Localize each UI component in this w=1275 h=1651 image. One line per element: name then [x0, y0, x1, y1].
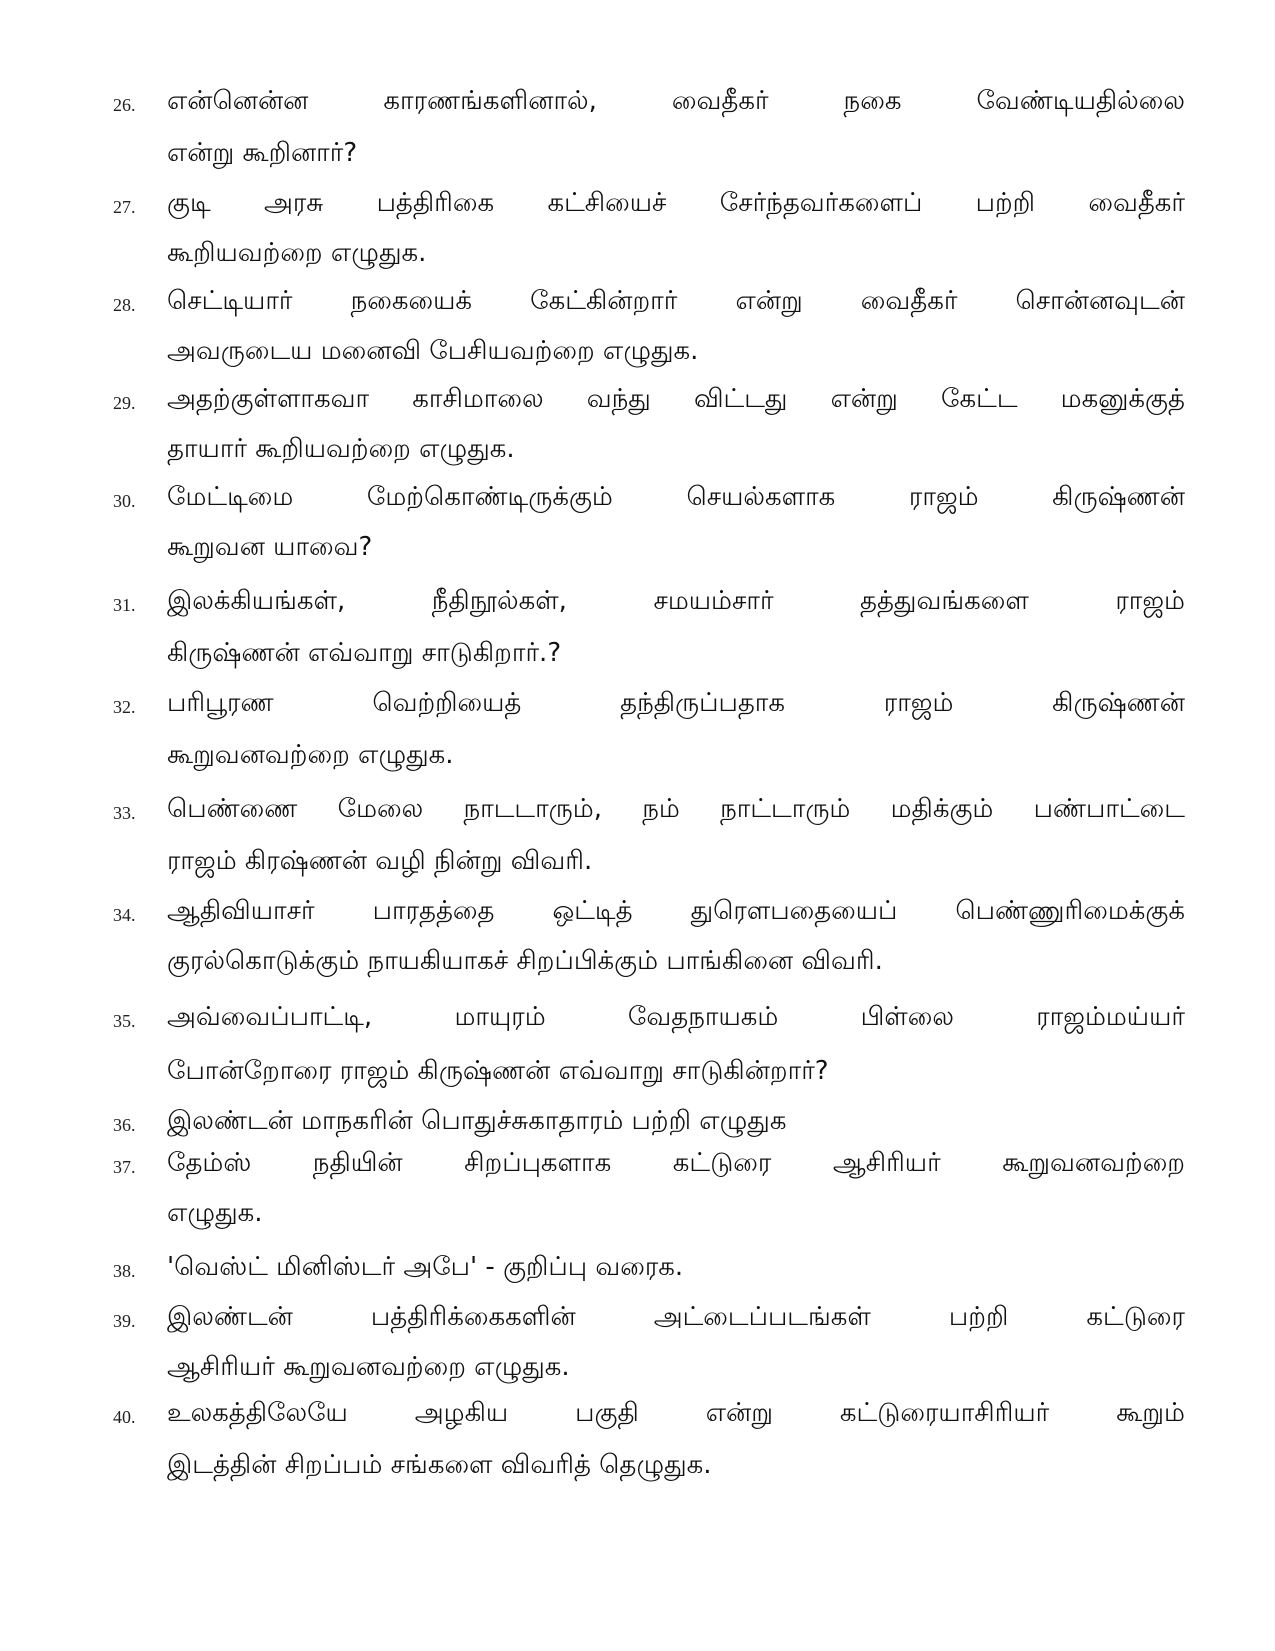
- question-word: என்று: [735, 286, 803, 316]
- question-word: வைதீகர்: [860, 286, 958, 316]
- question-number: 38.: [113, 1261, 136, 1281]
- question-word: பகுதி: [575, 1398, 639, 1428]
- question-number: 31.: [113, 595, 136, 615]
- question-word: அழகிய: [414, 1398, 509, 1428]
- question-word: விட்டது: [693, 384, 788, 414]
- question-text-line: குரல்கொடுக்கும் நாயகியாகச் சிறப்பிக்கும் பாங்கினை விவரி.: [167, 946, 883, 976]
- question-word: ராஜம்: [883, 688, 954, 718]
- question-word: வேண்டியதில்லை: [976, 86, 1185, 116]
- question-word: வந்து: [586, 384, 651, 414]
- question-word: பத்திரிகை: [376, 188, 495, 218]
- question-word: பரிபூரண: [167, 688, 274, 718]
- question-word: அரசு: [263, 188, 324, 218]
- question-word: காரணங்களினால்,: [383, 86, 597, 116]
- question-text-line: இலண்டன் மாநகரின் பொதுச்சுகாதாரம் பற்றி எழுதுக: [167, 1106, 787, 1136]
- question-word: காசிமாலை: [412, 384, 544, 414]
- question-word: கூறும்: [1116, 1398, 1185, 1428]
- question-word: பண்பாட்டை: [1033, 794, 1185, 824]
- question-number: 29.: [113, 393, 136, 413]
- question-word: செட்டியார்: [167, 286, 293, 316]
- question-word: அவ்வைப்பாட்டி,: [167, 1002, 373, 1032]
- question-word: பற்றி: [975, 188, 1036, 218]
- question-word: நதியின்: [312, 1148, 403, 1178]
- question-word: கட்டுரை: [1086, 1302, 1185, 1332]
- question-word: இலக்கியங்கள்,: [167, 586, 346, 616]
- question-word: என்று: [705, 1398, 773, 1428]
- question-text-line: கூறியவற்றை எழுதுக.: [167, 238, 427, 268]
- question-word: பற்றி: [948, 1302, 1009, 1332]
- question-number: 40.: [113, 1407, 136, 1427]
- question-word: மதிக்கும்: [890, 794, 994, 824]
- question-text-line: [167, 796, 1185, 822]
- question-word: குடி: [167, 188, 211, 218]
- question-word: பிள்லை: [860, 1002, 954, 1032]
- question-word: கூறுவனவற்றை: [1002, 1148, 1185, 1178]
- question-word: நகையைக்: [350, 286, 473, 316]
- question-word: வைதீகர்: [1088, 188, 1185, 218]
- question-word: துரௌபதையைப்: [690, 896, 898, 926]
- question-text-line: போன்றோரை ராஜம் கிருஷ்ணன் எவ்வாறு சாடுகின்றார்?: [167, 1056, 829, 1086]
- question-word: உலகத்திலேயே: [167, 1398, 348, 1428]
- question-text-line: [167, 690, 1185, 716]
- question-text-line: [167, 1150, 1185, 1176]
- question-text-line: ராஜம் கிரஷ்ணன் வழி நின்று விவரி.: [167, 846, 593, 876]
- question-number: 28.: [113, 295, 136, 315]
- question-text-line: [167, 88, 1185, 114]
- question-word: வெற்றியைத்: [372, 688, 522, 718]
- question-number: 32.: [113, 697, 136, 717]
- question-number: 37.: [113, 1157, 136, 1177]
- question-text-line: [167, 898, 1185, 924]
- question-word: அட்டைப்படங்கள்: [653, 1302, 871, 1332]
- question-text-line: [167, 484, 1185, 510]
- question-word: செயல்களாக: [686, 482, 836, 512]
- question-number: 33.: [113, 803, 136, 823]
- question-word: கிருஷ்ணன்: [1052, 482, 1185, 512]
- question-word: தந்திருப்பதாக: [620, 688, 786, 718]
- question-text-line: தாயார் கூறியவற்றை எழுதுக.: [167, 434, 515, 464]
- question-number: 36.: [113, 1115, 136, 1135]
- question-text-line: [167, 1004, 1185, 1030]
- question-word: மேலை: [337, 794, 424, 824]
- question-word: ராஜம்: [908, 482, 979, 512]
- question-text-line: [167, 588, 1185, 614]
- question-word: மகனுக்குத்: [1060, 384, 1185, 414]
- question-text-line: [167, 288, 1185, 314]
- question-text-line: இடத்தின் சிறப்பம் சங்களை விவரித் தெழுதுக.: [167, 1450, 712, 1480]
- question-number: 39.: [113, 1311, 136, 1331]
- question-word: அதற்குள்ளாகவா: [167, 384, 370, 414]
- question-word: நாட்டாரும்: [720, 794, 851, 824]
- question-number: 34.: [113, 905, 136, 925]
- question-number: 30.: [113, 491, 136, 511]
- question-number: 35.: [113, 1011, 136, 1031]
- question-word: நம்: [642, 794, 680, 824]
- question-text-line: ஆசிரியர் கூறுவனவற்றை எழுதுக.: [167, 1352, 570, 1382]
- question-word: ஆதிவியாசர்: [167, 896, 315, 926]
- question-text-line: [167, 1304, 1185, 1330]
- question-word: ஒட்டித்: [552, 896, 633, 926]
- question-word: கேட்கின்றார்: [530, 286, 678, 316]
- question-word: நாடடாரும்,: [463, 794, 602, 824]
- question-word: பெண்ணை: [167, 794, 298, 824]
- question-word: கிருஷ்ணன்: [1052, 688, 1185, 718]
- question-word: என்னென்ன: [167, 86, 309, 116]
- question-word: சமயம்சார்: [653, 586, 774, 616]
- question-text-line: [167, 190, 1185, 216]
- question-word: கட்டுரை: [672, 1148, 772, 1178]
- question-text-line: அவருடைய மனைவி பேசியவற்றை எழுதுக.: [167, 336, 699, 366]
- question-word: வைதீகர்: [671, 86, 769, 116]
- question-word: மேட்டிமை: [167, 482, 294, 512]
- question-text-line: [167, 386, 1185, 412]
- question-word: சேர்ந்தவர்களைப்: [719, 188, 923, 218]
- question-word: மாயுரம்: [454, 1002, 546, 1032]
- question-word: தேம்ஸ்: [167, 1148, 252, 1178]
- question-word: பத்திரிக்கைகளின்: [370, 1302, 576, 1332]
- question-word: ராஜம்மய்யர்: [1036, 1002, 1185, 1032]
- question-word: நீதிநூல்கள்,: [431, 586, 567, 616]
- question-word: சிறப்புகளாக: [464, 1148, 612, 1178]
- question-text-line: எழுதுக.: [167, 1198, 263, 1228]
- question-word: கட்சியைச்: [547, 188, 667, 218]
- question-word: நகை: [843, 86, 902, 116]
- question-word: தத்துவங்களை: [860, 586, 1029, 616]
- question-number: 26.: [113, 95, 136, 115]
- question-word: கட்டுரையாசிரியர்: [839, 1398, 1050, 1428]
- question-word: வேதநாயகம்: [627, 1002, 779, 1032]
- question-word: இலண்டன்: [167, 1302, 293, 1332]
- question-word: சொன்னவுடன்: [1015, 286, 1185, 316]
- question-word: ஆசிரியர்: [832, 1148, 941, 1178]
- question-word: மேற்கொண்டிருக்கும்: [366, 482, 613, 512]
- question-word: கேட்ட: [941, 384, 1018, 414]
- question-text-line: கூறுவன யாவை?: [167, 532, 373, 562]
- question-word: என்று: [830, 384, 898, 414]
- question-word: ராஜம்: [1115, 586, 1185, 616]
- question-text-line: கிருஷ்ணன் எவ்வாறு சாடுகிறார்.?: [167, 638, 562, 668]
- question-number: 27.: [113, 197, 136, 217]
- question-text-line: 'வெஸ்ட் மினிஸ்டர் அபே' - குறிப்பு வரைக.: [167, 1252, 684, 1282]
- question-text-line: என்று கூறினார்?: [167, 138, 358, 168]
- question-text-line: [167, 1400, 1185, 1426]
- question-word: பெண்ணுரிமைக்குக்: [955, 896, 1185, 926]
- question-text-line: கூறுவனவற்றை எழுதுக.: [167, 740, 454, 770]
- question-word: பாரதத்தை: [372, 896, 495, 926]
